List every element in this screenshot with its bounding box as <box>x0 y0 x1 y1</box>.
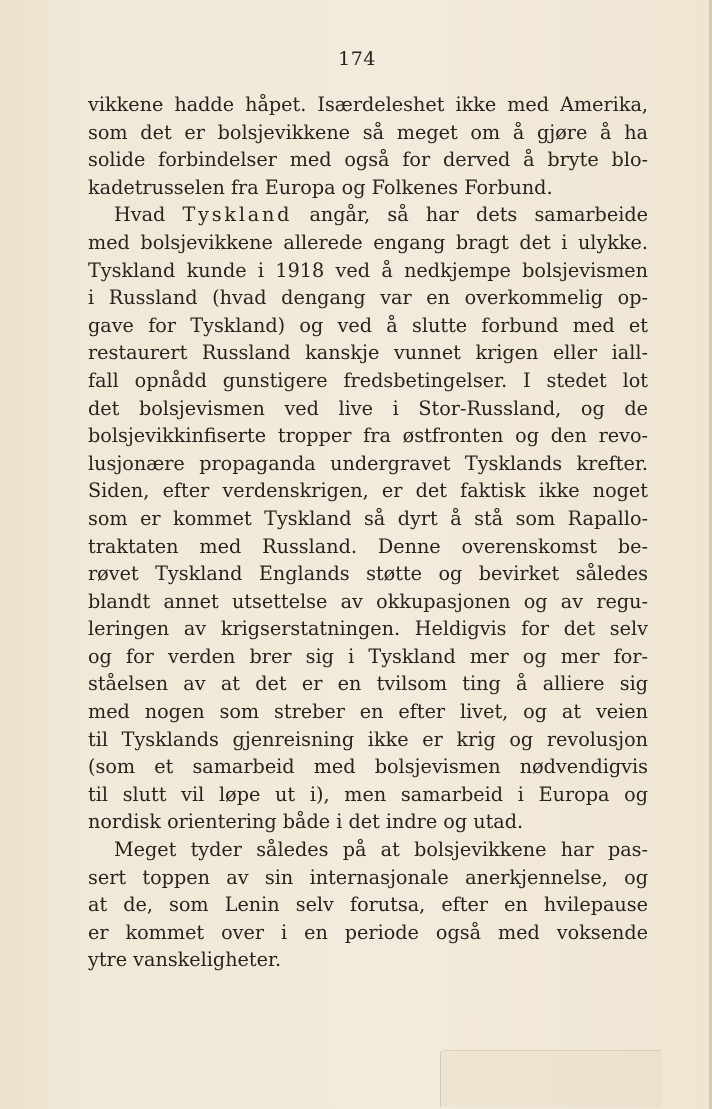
text-line: sert toppen av sin internasjonale anerkjennelse, og <box>88 865 648 889</box>
text-line: som er kommet Tyskland så dyrt å stå som Rapallo- <box>88 506 648 530</box>
text-line: at de, som Lenin selv forutsa, efter en hvilepause <box>88 893 648 917</box>
text-line: det bolsjevismen ved live i Stor-Russland, og de <box>88 396 648 420</box>
text-line: blandt annet utsettelse av okkupasjonen og av regu- <box>88 589 648 613</box>
text-line: kadetrusselen fra Europa og Folkenes Forbund. <box>88 175 553 199</box>
text-line: restaurert Russland kanskje vunnet krigen eller iall- <box>88 341 648 365</box>
text-line: bolsjevikkinfiserte tropper fra østfronten og den revo- <box>88 424 648 448</box>
text-line-remainder: angår, så har dets samarbeide <box>309 203 648 227</box>
text-line: med nogen som streber en efter livet, og at veien <box>88 700 648 724</box>
text-line: nordisk orientering både i det indre og utad. <box>88 810 524 834</box>
text-line: solide forbindelser med også for derved å bryte blo- <box>88 148 648 172</box>
text-line: Meget tyder således på at bolsjevikkene har pas- <box>114 838 648 862</box>
text-line: (som et samarbeid med bolsjevismen nødvendigvis <box>88 755 648 779</box>
text-line: til Tysklands gjenreisning ikke er krig og revolusjon <box>88 727 648 751</box>
page-number: 174 <box>338 48 376 70</box>
text-line: Siden, efter verdenskrigen, er det faktisk ikke noget <box>88 479 648 503</box>
text-line: gave for Tyskland) og ved å slutte forbund med et <box>88 313 648 337</box>
text-line: og for verden brer sig i Tyskland mer og mer for- <box>88 644 648 668</box>
text-line: vikkene hadde håpet. Isærdeleshet ikke med Amerika, <box>88 93 648 116</box>
text-line: er kommet over i en periode også med voksende <box>88 920 648 944</box>
text-line: fall opnådd gunstigere fredsbetingelser. I stedet lot <box>88 368 648 392</box>
text-line: lusjonære propaganda undergravet Tysklands krefter. <box>88 451 648 475</box>
text-line: ståelsen av at det er en tvilsom ting å alliere sig <box>88 672 648 696</box>
body-text <box>88 91 648 974</box>
text-line: med bolsjevikkene allerede engang bragt det i ulykke. <box>88 230 648 254</box>
text-line: røvet Tyskland Englands støtte og bevirket således <box>88 562 648 586</box>
text-line: leringen av krigserstatningen. Heldigvis for det selv <box>88 617 648 641</box>
paragraph-2-first-line <box>88 201 648 229</box>
text-line: i Russland (hvad dengang var en overkommelig op- <box>88 286 648 310</box>
text-line: ytre vanskeligheter. <box>88 948 282 972</box>
text-line: som det er bolsjevikkene så meget om å gjøre å ha <box>88 120 648 144</box>
paper-stain <box>440 1050 661 1107</box>
text-line: Tyskland kunde i 1918 ved å nedkjempe bolsjevismen <box>88 258 648 282</box>
paragraph-2-lead-word: Hvad <box>114 203 166 227</box>
text-line: traktaten med Russland. Denne overenskomst be- <box>88 534 648 558</box>
emphasized-word: Tyskland <box>182 203 293 227</box>
text-line: til slutt vil løpe ut i), men samarbeid i Europa og <box>88 782 648 806</box>
